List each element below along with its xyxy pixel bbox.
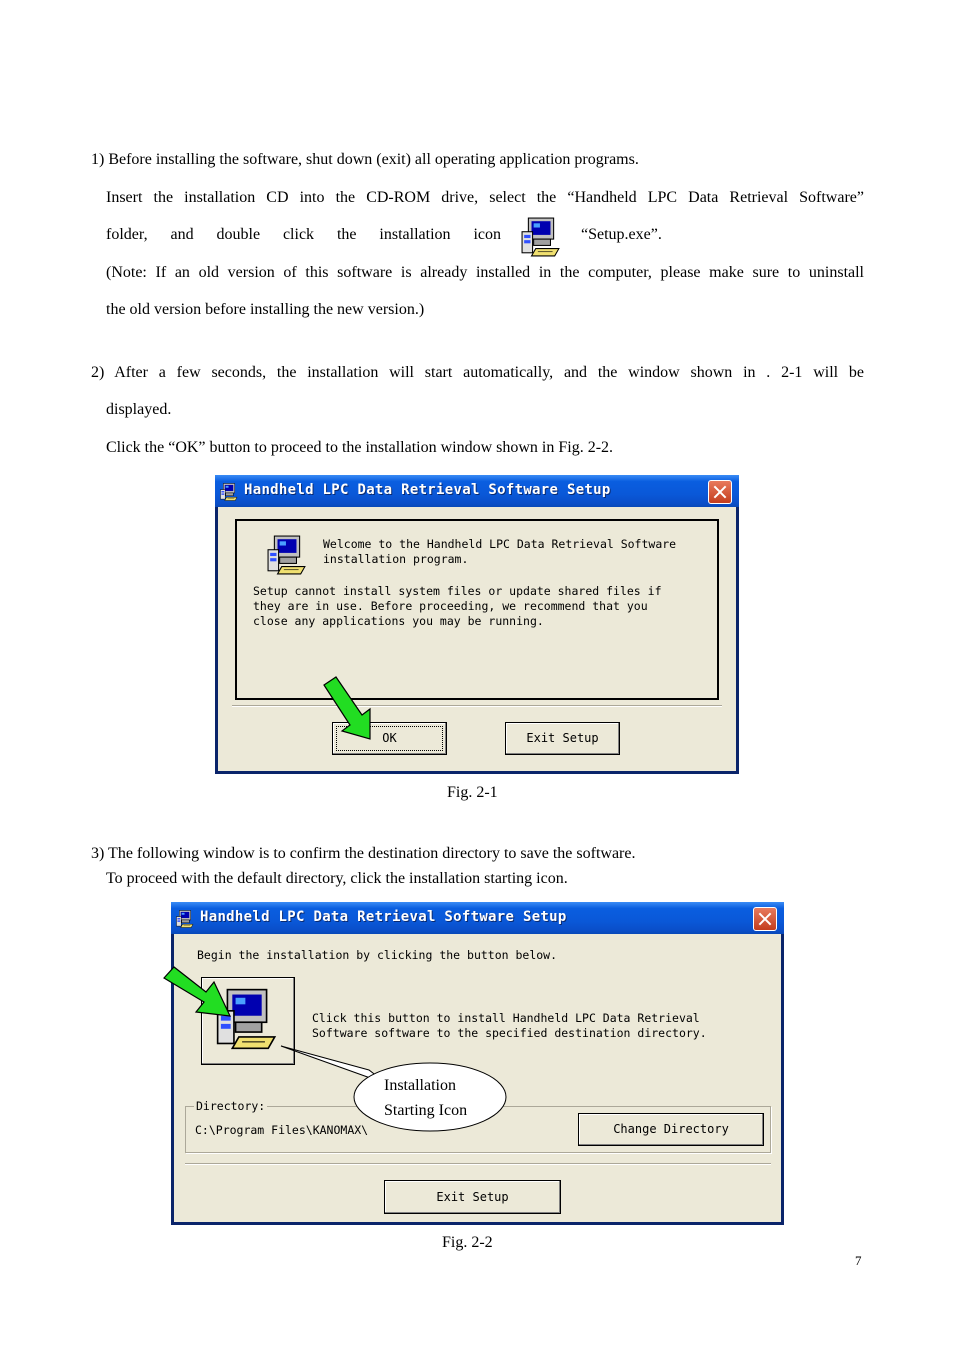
click-line1: Click this button to install Handheld LPC Data Retrieval bbox=[312, 1011, 700, 1025]
step1-line3b: “Setup.exe”. bbox=[581, 226, 662, 243]
separator bbox=[185, 1163, 771, 1165]
directory-value: C:\Program Files\KANOMAX\ bbox=[195, 1123, 369, 1137]
step3-line1: 3) The following window is to confirm the destination directory to save the software. bbox=[91, 845, 636, 862]
warning-line3: close any applications you may be running. bbox=[253, 614, 544, 628]
setup-icon bbox=[267, 535, 307, 575]
directory-label: Directory: bbox=[196, 1099, 266, 1113]
welcome-line2: installation program. bbox=[323, 552, 469, 566]
green-arrow-icon bbox=[318, 675, 380, 743]
step1-line1: 1) Before installing the software, shut down (exit) all operating application programs. bbox=[91, 151, 639, 168]
green-arrow-icon bbox=[160, 964, 234, 1022]
callout-line1: Installation bbox=[384, 1077, 456, 1094]
exit-setup-button[interactable]: Exit Setup bbox=[505, 722, 620, 755]
close-icon[interactable] bbox=[708, 480, 732, 504]
step2-line2: displayed. bbox=[106, 401, 172, 418]
titlebar bbox=[215, 475, 739, 507]
exit-setup-button[interactable]: Exit Setup bbox=[384, 1180, 561, 1214]
titlebar bbox=[171, 902, 784, 934]
welcome-panel bbox=[235, 519, 719, 700]
begin-text: Begin the installation by clicking the button below. bbox=[197, 948, 558, 962]
setup-icon bbox=[220, 483, 238, 501]
window-title: Handheld LPC Data Retrieval Software Setup bbox=[200, 909, 567, 925]
change-directory-button[interactable]: Change Directory bbox=[578, 1113, 764, 1146]
welcome-line1: Welcome to the Handheld LPC Data Retrieval Software bbox=[323, 537, 677, 551]
step1-note: (Note: If an old version of this software is already installed in the computer, please make sure to uninstall bbox=[106, 264, 864, 281]
setup-icon bbox=[521, 217, 561, 257]
window-title: Handheld LPC Data Retrieval Software Setup bbox=[244, 482, 611, 498]
separator bbox=[232, 705, 722, 707]
step1-line2: Insert the installation CD into the CD-ROM drive, select the “Handheld LPC Data Retrieval Software” bbox=[106, 189, 864, 206]
step3-line2: To proceed with the default directory, click the installation starting icon. bbox=[106, 870, 568, 887]
setup-icon bbox=[176, 910, 194, 928]
close-icon[interactable] bbox=[753, 907, 777, 931]
step2-line1: 2) After a few seconds, the installation will start automatically, and the window shown in . 2-1 will be bbox=[91, 364, 864, 381]
click-line2: Software software to the specified destination directory. bbox=[312, 1026, 707, 1040]
fig2-caption: Fig. 2-2 bbox=[442, 1234, 493, 1251]
setup-welcome-window bbox=[215, 475, 739, 774]
page-number: 7 bbox=[855, 1253, 862, 1268]
fig1-caption: Fig. 2-1 bbox=[447, 784, 498, 801]
step1-note-end: the old version before installing the new version.) bbox=[106, 301, 425, 318]
warning-line1: Setup cannot install system files or update shared files if bbox=[253, 584, 662, 598]
callout-line2: Starting Icon bbox=[384, 1102, 468, 1119]
warning-line2: they are in use. Before proceeding, we recommend that you bbox=[253, 599, 648, 613]
dialog-client bbox=[218, 507, 736, 771]
step1-line3a: folder, and double click the installation icon bbox=[106, 226, 501, 243]
ok-button[interactable]: OK bbox=[332, 722, 447, 755]
step2-line3: Click the “OK” button to proceed to the installation window shown in Fig. 2-2. bbox=[106, 439, 614, 456]
